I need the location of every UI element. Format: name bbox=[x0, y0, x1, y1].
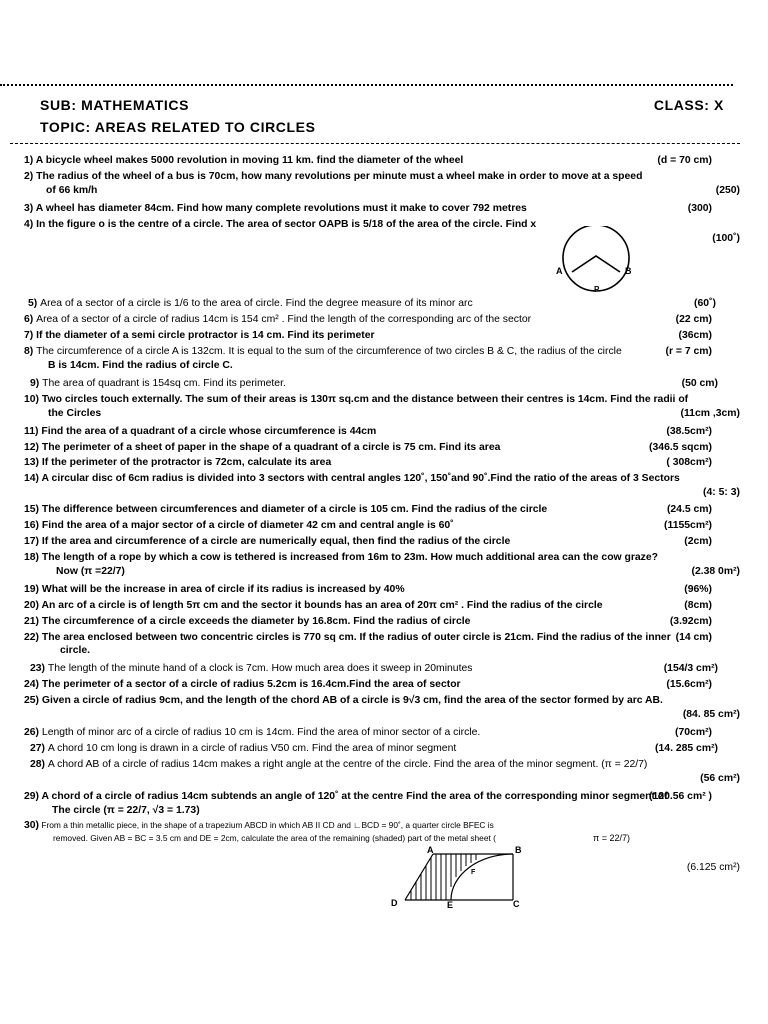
question-text: Length of minor arc of a circle of radius 10 cm is 14cm. Find the area of minor sector of a circle. bbox=[41, 727, 481, 738]
question-text: If the perimeter of the protractor is 72cm, calculate its area bbox=[41, 457, 332, 468]
svg-text:F: F bbox=[471, 869, 476, 876]
answer-label: (14. 285 cm²) bbox=[655, 743, 718, 754]
class-heading: CLASS: X bbox=[653, 97, 724, 113]
subject-heading: SUB: MATHEMATICS bbox=[40, 97, 190, 113]
question-number: 12) bbox=[24, 442, 40, 453]
question-item bbox=[24, 424, 740, 439]
answer-label: (3.92cm) bbox=[669, 616, 712, 627]
question-number: 14) bbox=[24, 473, 40, 484]
question-item bbox=[24, 630, 740, 645]
answer-label: (2.38 0m²) bbox=[691, 566, 740, 577]
question-text: A chord AB of a circle of radius 14cm makes a right angle at the centre of the circle. Find the area of the minor segment. (π = 22/7) bbox=[47, 759, 648, 770]
question-item bbox=[24, 550, 740, 565]
question-item bbox=[24, 471, 740, 486]
question-number: 13) bbox=[24, 457, 40, 468]
header-dashed-rule bbox=[10, 143, 740, 144]
question-continuation: of 66 km/h bbox=[46, 185, 98, 196]
question-text: In the figure o is the centre of a circle. The area of sector OAPB is 5/18 of the area of the circle. Find x bbox=[36, 219, 537, 230]
question-continuation: removed. Given AB = BC = 3.5 cm and DE = 2cm, calculate the area of the remaining (shaded) part of the metal sheet ( bbox=[53, 833, 496, 843]
question-text: The length of the minute hand of a clock is 7cm. How much area does it sweep in 20minutes bbox=[47, 663, 473, 674]
question-item bbox=[24, 614, 740, 629]
answer-label: (1155cm²) bbox=[664, 520, 712, 531]
answer-label: (2cm) bbox=[684, 536, 712, 547]
question-item bbox=[30, 741, 746, 756]
svg-text:C: C bbox=[513, 899, 520, 909]
question-item bbox=[24, 392, 740, 407]
question-number: 23) bbox=[30, 663, 46, 674]
question-number: 1) bbox=[24, 155, 34, 166]
question-item bbox=[24, 502, 740, 517]
question-item bbox=[30, 376, 746, 391]
sector-figure bbox=[550, 226, 640, 294]
answer-label: (4: 5: 3) bbox=[703, 487, 740, 498]
question-text: The circumference of a circle A is 132cm. It is equal to the sum of the circumference of two circles B & C, the radius of the circle bbox=[36, 346, 622, 357]
question-text: The perimeter of a sector of a circle of radius 5.2cm is 16.4cm.Find the area of sector bbox=[41, 679, 461, 690]
question-text: A circular disc of 6cm radius is divided into 3 sectors with central angles 120˚, 150˚and 90˚.Find the ratio of the areas of 3 Sectors bbox=[41, 473, 680, 484]
answer-label: (84. 85 cm²) bbox=[682, 709, 740, 720]
question-item bbox=[30, 661, 746, 676]
question-number: 24) bbox=[24, 679, 40, 690]
question-item bbox=[24, 344, 740, 359]
question-text: If the diameter of a semi circle protractor is 14 cm. Find its perimeter bbox=[36, 330, 375, 341]
question-item bbox=[24, 725, 740, 740]
question-number: 2) bbox=[24, 171, 34, 182]
question-item bbox=[24, 440, 740, 455]
label-a: A bbox=[556, 266, 563, 276]
question-text: From a thin metallic piece, in the shape of a trapezium ABCD in which AB II CD and ∟BCD = 90˚, a quarter circle BFEC is bbox=[41, 820, 494, 830]
pi-note: π = 22/7) bbox=[593, 833, 630, 843]
answer-label: (300) bbox=[687, 203, 712, 214]
question-item bbox=[24, 518, 740, 533]
question-continuation: The circle (π = 22/7, √3 = 1.73) bbox=[52, 805, 200, 816]
circle-outline bbox=[563, 226, 629, 291]
topic-heading: TOPIC: AREAS RELATED TO CIRCLES bbox=[40, 119, 316, 135]
answer-label: (250) bbox=[715, 185, 740, 196]
question-item bbox=[24, 693, 740, 708]
question-item bbox=[24, 789, 740, 804]
question-number: 22) bbox=[24, 632, 40, 643]
question-text: A wheel has diameter 84cm. Find how many complete revolutions must it make to cover 792 metres bbox=[35, 203, 527, 214]
question-number: 3) bbox=[24, 203, 34, 214]
answer-label: (100˚) bbox=[712, 233, 740, 244]
question-number: 28) bbox=[30, 759, 46, 770]
question-number: 18) bbox=[24, 552, 40, 563]
answer-label: (22 cm) bbox=[675, 314, 712, 325]
question-number: 20) bbox=[24, 600, 40, 611]
question-item bbox=[24, 169, 740, 184]
answer-label: (96%) bbox=[684, 584, 712, 595]
question-item bbox=[30, 757, 746, 772]
svg-text:B: B bbox=[515, 845, 522, 855]
question-number: 29) bbox=[24, 791, 40, 802]
answer-label: (50 cm) bbox=[681, 378, 718, 389]
question-text: The radius of the wheel of a bus is 70cm, how many revolutions per minute must a wheel make in order to move at a speed bbox=[36, 171, 643, 182]
question-number: 15) bbox=[24, 504, 40, 515]
answer-label: (6.125 cm²) bbox=[686, 862, 740, 873]
question-item bbox=[24, 455, 740, 470]
question-text: The length of a rope by which a cow is tethered is increased from 16m to 23m. How much additional area can the cow graze? bbox=[41, 552, 659, 563]
svg-text:A: A bbox=[427, 845, 434, 855]
question-item bbox=[24, 818, 740, 833]
question-text: If the area and circumference of a circle are numerically equal, then find the radius of the circle bbox=[41, 536, 511, 547]
question-text: The area of quadrant is 154sq cm. Find its perimeter. bbox=[42, 378, 286, 389]
answer-label: (56 cm²) bbox=[700, 773, 740, 784]
question-item bbox=[24, 598, 740, 613]
question-continuation: B is 14cm. Find the radius of circle C. bbox=[48, 360, 233, 371]
answer-label: (15.6cm²) bbox=[666, 679, 712, 690]
question-item bbox=[24, 312, 740, 327]
svg-text:E: E bbox=[447, 900, 454, 909]
answer-label: (60˚) bbox=[694, 298, 716, 309]
question-number: 7) bbox=[24, 330, 34, 341]
answer-label: (14 cm) bbox=[675, 632, 712, 643]
answer-label: (154/3 cm²) bbox=[663, 663, 718, 674]
question-text: The circumference of a circle exceeds the diameter by 16.8cm. Find the radius of circle bbox=[41, 616, 471, 627]
answer-label: (24.5 cm) bbox=[666, 504, 712, 515]
question-item bbox=[24, 153, 740, 168]
answer-label: (d = 70 cm) bbox=[657, 155, 712, 166]
question-text: Area of a sector of a circle of radius 14cm is 154 cm² . Find the length of the corresponding arc of the sector bbox=[36, 314, 532, 325]
question-continuation: the Circles bbox=[48, 408, 102, 419]
answer-label: (346.5 sqcm) bbox=[649, 442, 712, 453]
question-text: Find the area of a quadrant of a circle whose circumference is 44cm bbox=[41, 426, 377, 437]
question-text: A bicycle wheel makes 5000 revolution in moving 11 km. find the diameter of the wheel bbox=[35, 155, 464, 166]
question-number: 17) bbox=[24, 536, 40, 547]
question-number: 26) bbox=[24, 727, 40, 738]
question-number: 10) bbox=[24, 394, 40, 405]
question-number: 5) bbox=[28, 298, 38, 309]
top-dotted-rule bbox=[0, 84, 733, 86]
question-text: Given a circle of radius 9cm, and the length of the chord AB of a circle is 9√3 cm, find the area of the sector formed by arc AB. bbox=[41, 695, 663, 706]
question-number: 8) bbox=[24, 346, 34, 357]
question-number: 25) bbox=[24, 695, 40, 706]
question-number: 6) bbox=[24, 314, 34, 325]
answer-label: (120.56 cm² ) bbox=[649, 791, 712, 802]
question-continuation: Now (π =22/7) bbox=[56, 566, 125, 577]
question-item bbox=[24, 534, 740, 549]
question-number: 16) bbox=[24, 520, 40, 531]
label-p: P bbox=[594, 285, 600, 294]
sector-radii bbox=[572, 256, 620, 272]
question-text: A chord of a circle of radius 14cm subtends an angle of 120˚ at the centre Find the area of the corresponding minor segment of bbox=[41, 791, 668, 802]
question-text: The area enclosed between two concentric circles is 770 sq cm. If the radius of outer circle is 21cm. Find the radius of the inner bbox=[41, 632, 671, 643]
question-text: Find the area of a major sector of a circle of diameter 42 cm and central angle is 60˚ bbox=[41, 520, 454, 531]
question-item bbox=[24, 328, 740, 343]
question-number: 11) bbox=[24, 426, 39, 437]
answer-label: (8cm) bbox=[684, 600, 712, 611]
question-item bbox=[24, 201, 740, 216]
question-item bbox=[24, 677, 740, 692]
question-text: Area of a sector of a circle is 1/6 to the area of circle. Find the degree measure of its minor arc bbox=[40, 298, 473, 309]
question-number: 27) bbox=[30, 743, 46, 754]
question-number: 9) bbox=[30, 378, 40, 389]
question-number: 21) bbox=[24, 616, 40, 627]
answer-label: (36cm) bbox=[678, 330, 712, 341]
trapezium-figure bbox=[385, 845, 535, 909]
question-number: 30) bbox=[24, 820, 40, 831]
question-text: An arc of a circle is of length 5π cm and the sector it bounds has an area of 20π cm² . Find the radius of the circle bbox=[41, 600, 603, 611]
answer-label: (r = 7 cm) bbox=[665, 346, 712, 357]
question-text: A chord 10 cm long is drawn in a circle of radius V50 cm. Find the area of minor segment bbox=[47, 743, 457, 754]
question-continuation: circle. bbox=[60, 645, 91, 656]
answer-label: (11cm ,3cm) bbox=[680, 408, 740, 419]
question-text: The perimeter of a sheet of paper in the shape of a quadrant of a circle is 75 cm. Find its area bbox=[41, 442, 501, 453]
label-b: B bbox=[625, 266, 632, 276]
question-item bbox=[24, 582, 740, 597]
answer-label: (38.5cm²) bbox=[666, 426, 712, 437]
question-number: 19) bbox=[24, 584, 40, 595]
answer-label: (70cm²) bbox=[675, 727, 712, 738]
question-number: 4) bbox=[24, 219, 34, 230]
question-text: What will be the increase in area of circle if its radius is increased by 40% bbox=[41, 584, 405, 595]
question-text: The difference between circumferences and diameter of a circle is 105 cm. Find the radius of the circle bbox=[41, 504, 548, 515]
answer-label: ( 308cm²) bbox=[666, 457, 712, 468]
question-text: Two circles touch externally. The sum of their areas is 130π sq.cm and the distance between their centres is 14cm. Find the radii of bbox=[41, 394, 689, 405]
svg-text:D: D bbox=[391, 898, 398, 908]
question-item bbox=[28, 296, 744, 311]
